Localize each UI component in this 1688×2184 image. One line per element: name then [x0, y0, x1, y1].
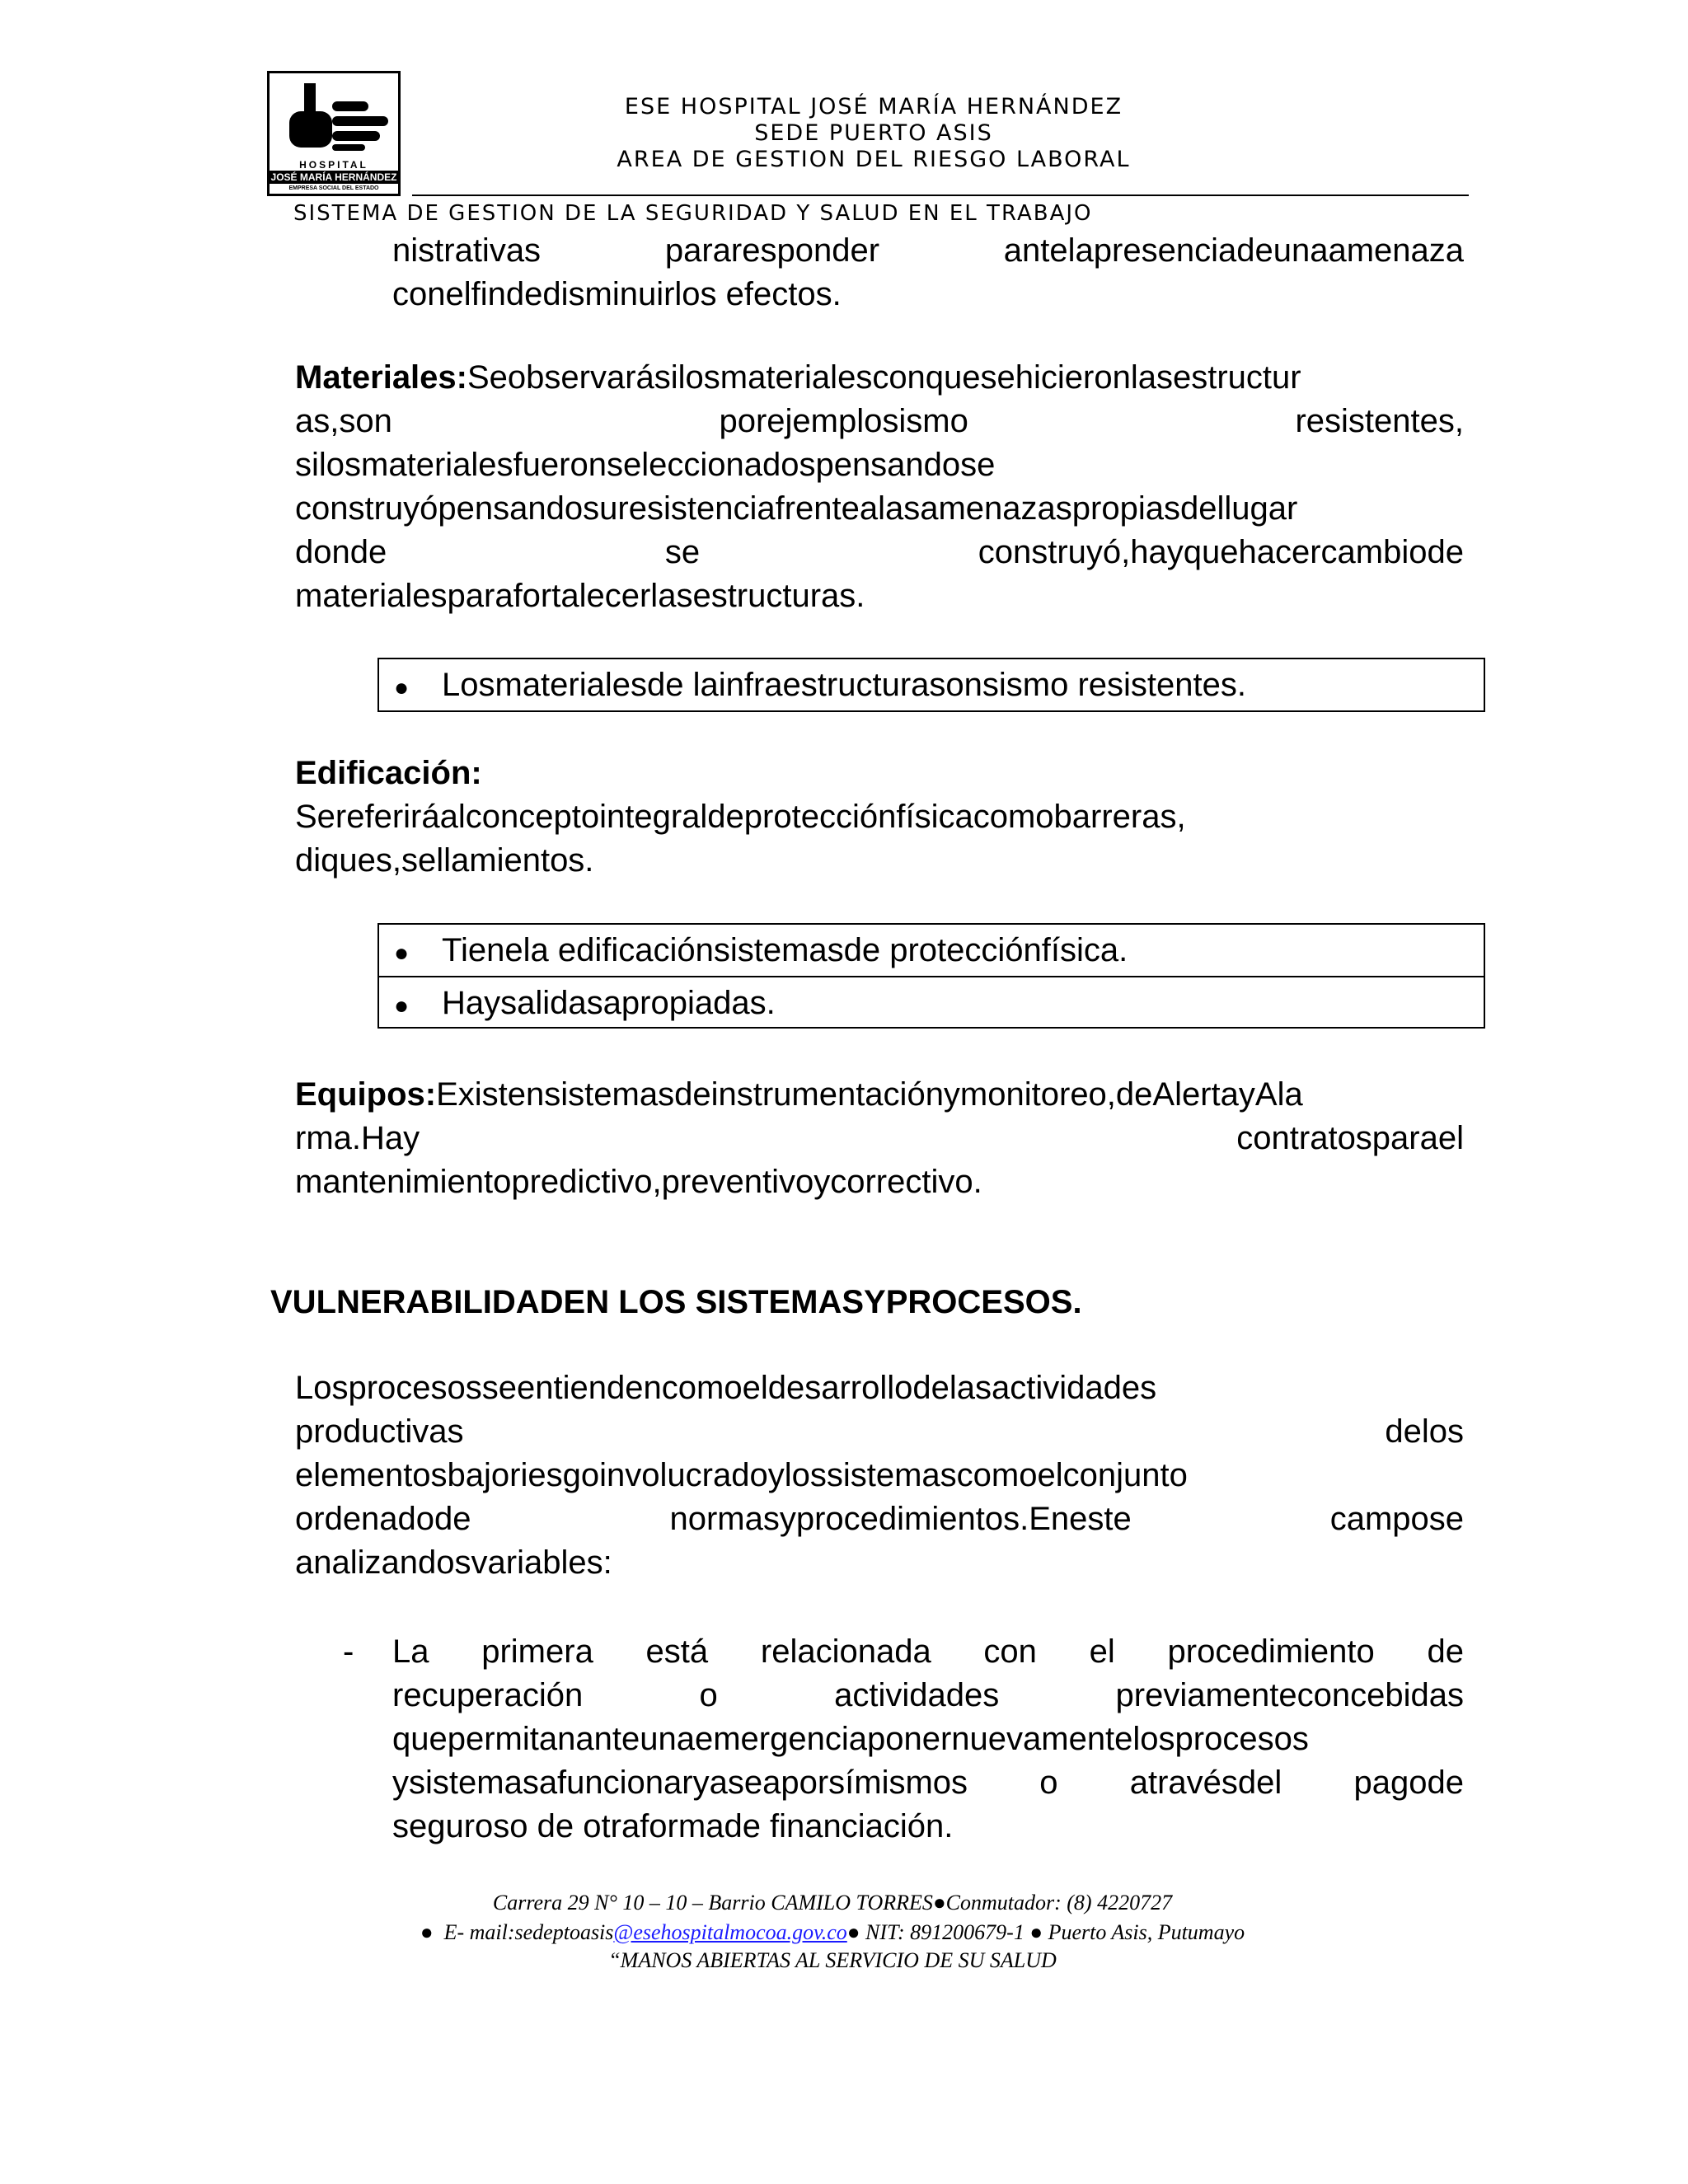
header-system-title: SISTEMA DE GESTION DE LA SEGURIDAD Y SALUD EN EL TRABAJO [293, 201, 1093, 226]
equipos-label: Equipos: [295, 1076, 437, 1113]
checklist-item [379, 925, 1484, 976]
text-line: La primera está relacionada con el procedimiento de [392, 1633, 1464, 1670]
bullet-icon: ● [932, 1891, 946, 1915]
checklist-text: Haysalidasapropiadas. [442, 985, 776, 1021]
text-line: construyópensandosuresistenciafrentealasamenazaspropiasdellugar [295, 490, 1298, 527]
bullet-icon: ● [1024, 1920, 1048, 1944]
edificacion-label: Edificación: [295, 755, 482, 791]
footer-city: Puerto Asis, Putumayo [1048, 1920, 1245, 1944]
footer-email-link[interactable]: @esehospitalmocoa.gov.co [613, 1920, 847, 1944]
materiales-paragraph [295, 356, 1464, 618]
logo-title: HOSPITAL [299, 159, 368, 171]
text-line: materialesparafortalecerlasestructuras. [295, 578, 865, 614]
intro-paragraph [392, 229, 1464, 316]
footer-motto: “MANOS ABIERTAS AL SERVICIO DE SU SALUD [608, 1948, 1057, 1972]
header-site: SEDE PUERTO ASIS [754, 120, 993, 146]
list-marker: - [343, 1633, 354, 1670]
footer-phone: Conmutador: (8) 4220727 [945, 1891, 1173, 1915]
intro-line: conelfindedisminuirlos efectos. [392, 276, 842, 312]
footer-nit: NIT: 891200679-1 [865, 1920, 1025, 1944]
text-line: rma.Hay contratosparael [295, 1120, 1464, 1156]
checklist-item [379, 976, 1484, 1027]
text-line: seguroso de otraformade financiación. [392, 1808, 954, 1844]
footer-address-line [256, 1891, 1409, 1915]
text-line: Sereferiráalconceptointegraldeprotecciónfísicacomobarreras, [295, 799, 1186, 835]
logo-subtitle: EMPRESA SOCIAL DEL ESTADO [288, 185, 379, 191]
bullet-icon: ● [394, 992, 410, 1019]
text-line: Existensistemasdeinstrumentaciónymonitoreo,deAlertayAla [436, 1076, 1303, 1113]
hospital-logo [267, 71, 401, 196]
header-hospital-name: ESE HOSPITAL JOSÉ MARÍA HERNÁNDEZ [624, 94, 1123, 120]
bullet-icon: ● [394, 940, 410, 967]
section-title: VULNERABILIDADEN LOS SISTEMASYPROCESOS. [270, 1284, 1082, 1320]
text-line: quepermitananteunaemergenciaponernuevamentelosprocesos [392, 1721, 1309, 1757]
checklist-text: Losmaterialesde lainfraestructurasonsismo resistentes. [442, 667, 1246, 703]
checklist-text: Tienela edificaciónsistemasde protecciónfísica. [442, 932, 1128, 968]
materiales-label: Materiales: [295, 359, 467, 396]
checklist-item [379, 659, 1484, 710]
text-line: Seobservarásilosmaterialesconquesehicieronlasestructur [467, 359, 1301, 396]
text-line: analizandosvariables: [295, 1544, 612, 1581]
footer-email-prefix: E- mail:sedeptoasis [443, 1920, 614, 1944]
materiales-checklist [377, 658, 1485, 712]
text-line: mantenimientopredictivo,preventivoycorrectivo. [295, 1164, 982, 1200]
bullet-icon: ● [846, 1920, 865, 1944]
list-item [392, 1630, 1464, 1849]
text-line: Losprocesosseentiendencomoeldesarrollodelasactividades [295, 1370, 1157, 1406]
edificacion-paragraph [295, 752, 1464, 883]
text-line: ordenadode normasyprocedimientos.Eneste campose [295, 1501, 1464, 1537]
intro-line: nistrativas pararesponder antelapresenciadeunaamenaza [392, 232, 1464, 269]
header-area: AREA DE GESTION DEL RIESGO LABORAL [617, 147, 1131, 172]
hand-logo-icon [270, 73, 398, 156]
text-line: silosmaterialesfueronseleccionadospensandose [295, 447, 996, 483]
text-line: recuperación o actividades previamenteconcebidas [392, 1677, 1464, 1713]
text-line: productivas delos [295, 1413, 1464, 1450]
equipos-paragraph [295, 1073, 1464, 1204]
footer-address: Carrera 29 N° 10 – 10 – Barrio CAMILO TORRES [492, 1891, 933, 1915]
text-line: donde se construyó,hayquehacercambiode [295, 534, 1464, 570]
section-paragraph [295, 1366, 1464, 1585]
logo-name: JOSÉ MARÍA HERNÁNDEZ [270, 171, 397, 183]
bullet-icon: ● [420, 1920, 444, 1944]
bullet-icon: ● [394, 674, 410, 701]
header-divider [412, 194, 1469, 196]
text-line: ysistemasafuncionaryaseaporsímismos o atravésdel pagode [392, 1765, 1464, 1801]
footer-contact-line [256, 1920, 1409, 1945]
text-line: as,son porejemplosismo resistentes, [295, 403, 1464, 439]
text-line: elementosbajoriesgoinvolucradoylossistemascomoelconjunto [295, 1457, 1188, 1493]
text-line: diques,sellamientos. [295, 842, 594, 879]
edificacion-checklist [377, 923, 1485, 1029]
